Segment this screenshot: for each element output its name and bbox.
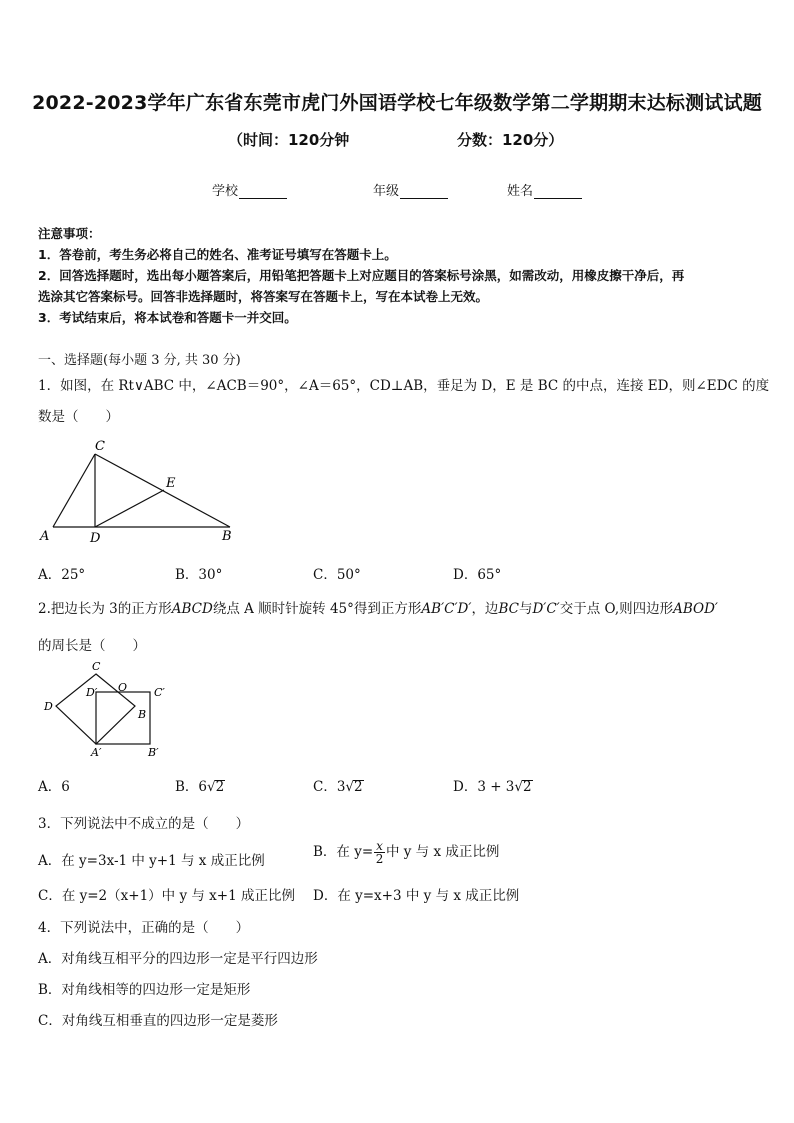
notice-item: 2．回答选择题时，选出每小题答案后，用铅笔把答题卡上对应题目的答案标号涂黑，如需改动，用橡皮擦干净后，再 [38,268,685,283]
q2-stem-line2: 的周长是（ ） [38,638,146,654]
q2-text: 2.把边长为 3的正方形 [38,601,172,617]
q2-square-figure [40,658,180,762]
q2-option-d [453,775,533,795]
page-title: 2022-2023学年广东省东莞市虎门外国语学校七年级数学第二学期期末达标测试试题 [32,92,762,114]
q2-math: ABCD [171,601,213,617]
q3-stem: 3．下列说法中不成立的是（ ） [38,816,250,832]
q4-option-c: C．对角线互相垂直的四边形一定是菱形 [38,1013,278,1029]
sqrt-sign: √ [345,779,355,795]
q1-triangle-figure [38,436,248,548]
q2-math: ABOD′ [673,601,718,617]
point-d-label: D [90,531,101,546]
name-blank [534,185,582,199]
point-b-label: B [138,708,147,721]
q4-option-b: B．对角线相等的四边形一定是矩形 [38,982,251,998]
numerator: x [376,839,383,853]
radicand: 2 [215,779,225,795]
point-a-prime-label: A′ [91,746,102,759]
q1-option-b: B．30° [175,567,223,583]
section-heading: 一、选择题(每小题 3 分, 共 30 分) [38,353,241,368]
q1-stem-line2: 数是（ ） [38,409,119,425]
school-blank [239,185,287,199]
q1-option-a: A．25° [38,567,86,583]
denominator: 2 [375,852,384,866]
radicand: 2 [523,779,532,795]
option-text: C．3 [313,779,346,795]
notice-heading: 注意事项： [38,226,101,241]
name-field [507,180,582,199]
q3-option-c: C．在 y=2（x+1）中 y 与 x+1 成正比例 [38,888,295,904]
q3-option-d: D．在 y=x+3 中 y 与 x 成正比例 [313,888,520,904]
q2-math: BC [498,601,519,617]
point-b-prime-label: B′ [148,746,159,759]
option-text: B．在 y= [313,844,374,860]
q2-math: D′C′ [532,601,560,617]
notice-item: 选涂其它答案标号。回答非选择题时，将答案写在答题卡上，写在本试卷上无效。 [38,289,489,304]
school-label: 学校 [212,184,239,199]
grade-label: 年级 [373,184,400,199]
name-label: 姓名 [507,184,534,199]
point-a-label: A [40,529,50,544]
point-o-label: O [118,681,128,694]
sqrt-sign: √ [207,779,216,795]
option-text: 中 y 与 x 成正比例 [385,844,500,860]
point-d-label: D [44,700,53,713]
exam-time: （时间：120分钟 [228,131,350,149]
radicand: 2 [354,779,363,795]
school-field [212,180,287,199]
q1-stem-line1: 1．如图，在 Rt∨ABC 中，∠ACB＝90°，∠A＝65°，CD⊥AB，垂足为 D，E 是 BC 的中点，连接 ED，则∠EDC 的度 [38,378,770,394]
point-e-label: E [166,476,176,491]
q2-option-b [175,775,225,795]
point-b-label: B [222,529,232,544]
q1-option-c: C．50° [313,567,361,583]
point-d-prime-label: D′ [86,686,98,699]
q2-text: ，边 [471,601,499,617]
q1-option-d: D．65° [453,567,502,583]
q3-option-a: A．在 y=3x-1 中 y+1 与 x 成正比例 [38,853,265,869]
point-c-label: C [95,439,105,454]
q4-stem: 4．下列说法中，正确的是（ ） [38,920,250,936]
fraction [374,840,385,865]
q2-text: 交于点 O,则四边形 [559,601,674,617]
q2-text: 与 [518,601,533,617]
grade-field [373,180,448,199]
grade-blank [400,185,448,199]
notice-item: 1．答卷前，考生务必将自己的姓名、准考证号填写在答题卡上。 [38,247,397,262]
q2-math: AB′C′D′ [421,601,472,617]
sqrt-sign: √ [514,779,524,795]
point-c-label: C [92,660,101,673]
q2-text: 绕点 A 顺时针旋转 45°得到正方形 [212,601,422,617]
q2-option-c [313,775,364,795]
point-c-prime-label: C′ [154,686,165,699]
q3-option-b [313,840,499,865]
option-text: B．6 [175,779,208,795]
q4-option-a: A．对角线互相平分的四边形一定是平行四边形 [38,951,318,967]
option-text: D．3 + 3 [453,779,515,795]
q2-option-a: A．6 [38,779,70,795]
exam-score: 分数：120分） [457,131,564,149]
notice-item: 3．考试结束后，将本试卷和答题卡一并交回。 [38,310,297,325]
q2-stem-line1 [38,597,718,617]
